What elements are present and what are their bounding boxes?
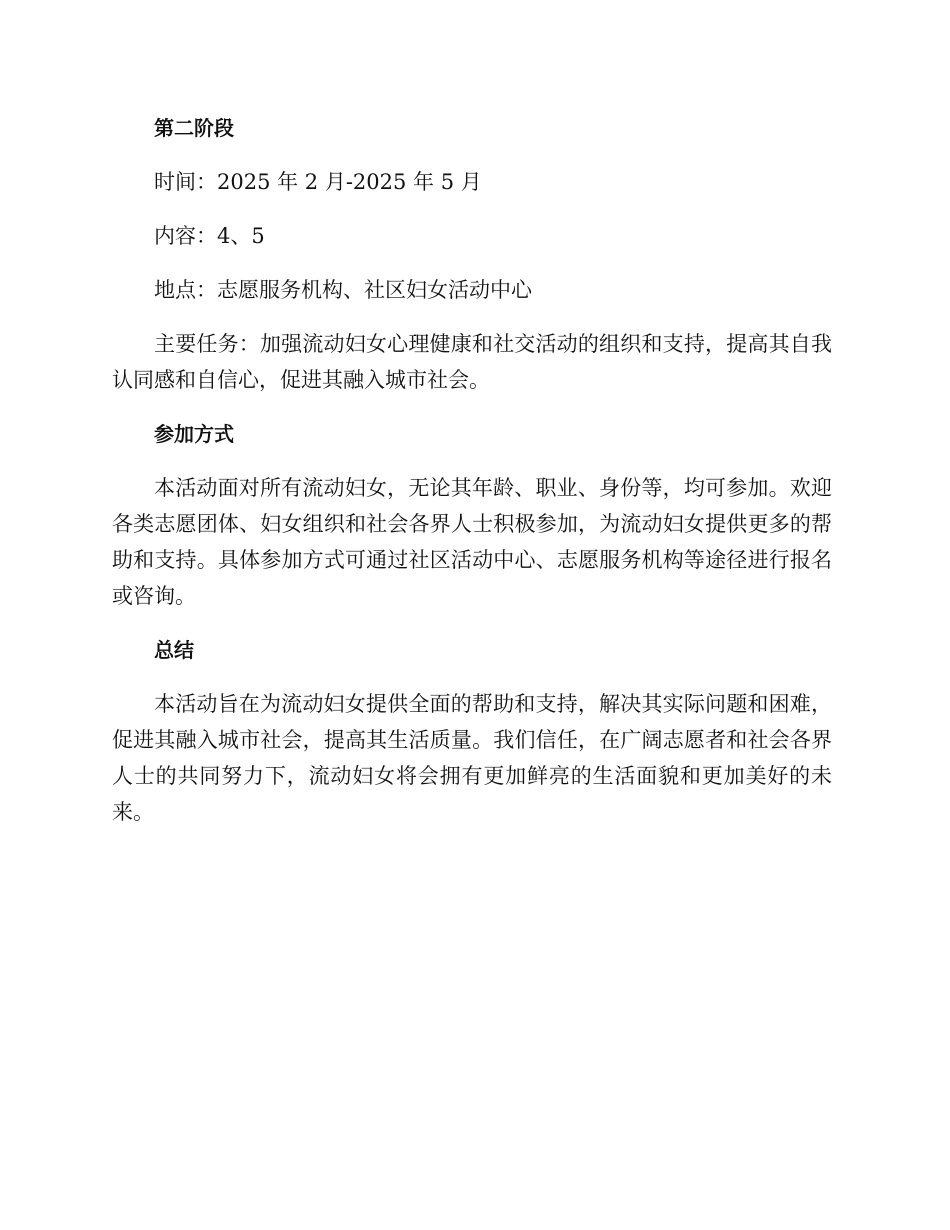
stage-two-time: 时间：2025 年 2 月-2025 年 5 月 (154, 170, 482, 194)
section-heading-participation: 参加方式 (154, 422, 234, 446)
spacer (112, 308, 832, 326)
spacer (112, 200, 832, 218)
stage-two-task: 主要任务：加强流动妇女心理健康和社交活动的组织和支持，提高其自我认同感和自信心，促进其融入城市社会。 (112, 332, 832, 392)
stage-two-content: 内容：4、5 (154, 224, 265, 248)
spacer (112, 398, 832, 416)
summary-paragraph: 本活动旨在为流动妇女提供全面的帮助和支持，解决其实际问题和困难，促进其融入城市社会，提高其生活质量。我们信任，在广阔志愿者和社会各界人士的共同努力下，流动妇女将会拥有更加鲜亮的生活面貌和更加美好的未来。 (112, 692, 832, 824)
stage-two-location: 地点：志愿服务机构、社区妇女活动中心 (154, 278, 532, 302)
section-heading-summary: 总结 (154, 638, 194, 662)
spacer (112, 668, 832, 686)
spacer (112, 452, 832, 470)
section-heading-stage-two: 第二阶段 (154, 116, 234, 140)
participation-paragraph: 本活动面对所有流动妇女，无论其年龄、职业、身份等，均可参加。欢迎各类志愿团体、妇女组织和社会各界人士积极参加，为流动妇女提供更多的帮助和支持。具体参加方式可通过社区活动中心、志愿服务机构等途径进行报名或咨询。 (112, 476, 832, 608)
spacer (112, 614, 832, 632)
document-body (112, 110, 832, 830)
spacer (112, 146, 832, 164)
spacer (112, 254, 832, 272)
